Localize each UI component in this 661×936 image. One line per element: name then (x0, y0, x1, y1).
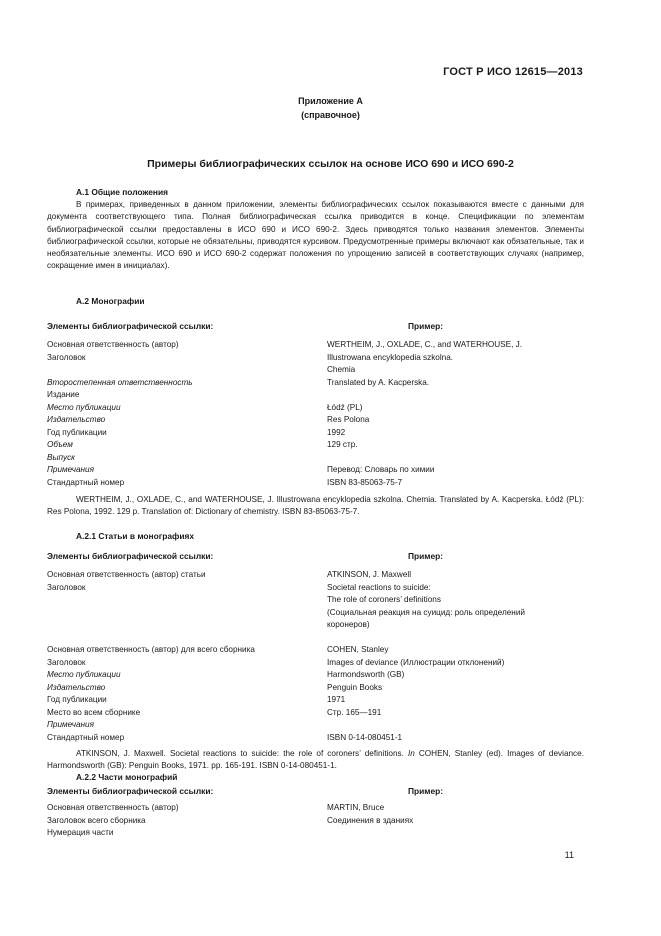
section-a1-heading: А.1 Общие положения (76, 187, 169, 197)
element-example-value: ISBN 0-14-080451-1 (327, 732, 403, 742)
element-row (0, 595, 661, 608)
a22-column-header-elements: Элементы библиографической ссылки: (47, 786, 214, 796)
a21-element-table (0, 570, 661, 745)
element-label: Основная ответственность (автор) статьи (47, 570, 206, 579)
element-row (0, 453, 661, 466)
element-row (0, 583, 661, 596)
element-label: Основная ответственность (автор) для всего сборника (47, 645, 255, 654)
element-label: Основная ответственность (автор) (47, 803, 179, 812)
element-row (0, 340, 661, 353)
element-row (0, 658, 661, 671)
a22-element-table (0, 803, 661, 841)
element-row (0, 670, 661, 683)
element-example-value: Illustrowana encyklopedia szkolna. (327, 352, 454, 362)
a2-full-citation (47, 494, 584, 519)
element-example-value: Chemia (327, 365, 356, 374)
element-label: Место во всем сборнике (47, 707, 141, 717)
element-example-value: COHEN, Stanley (327, 645, 389, 654)
element-label: Заголовок (47, 582, 86, 592)
element-label: Издание (47, 390, 80, 399)
element-example-value: Res Polona (327, 415, 370, 424)
element-label: Место публикации (47, 402, 121, 412)
standard-designation: ГОСТ Р ИСО 12615—2013 (443, 66, 583, 78)
element-row (0, 390, 661, 403)
section-a1-body: В примерах, приведенных в данном приложении, элементы библиографических ссылок показываются вместе с данными для документа соответствующего типа. Полная библиографическая ссылка приводится в конце. Спецификации по элементам библиографической ссылки предоставлены в ИСО 690 и ИСО 690-2. Здесь приводятся только названия элементов. Элементы библиографической ссылки, которые не обязательны, приводятся курсивом. Предусмотренные примеры включают как обязательные, так и необязательные элементы. ИСО 690 и ИСО 690-2 содержат положения по упрощению записей в соответствующих случаях (например, сокращение имен в инициалах). (47, 200, 584, 271)
element-label: Издательство (47, 682, 106, 692)
a21-column-header-example: Пример: (408, 551, 444, 561)
element-row (0, 620, 661, 633)
annex-subtitle: (справочное) (301, 110, 360, 120)
element-row (0, 403, 661, 416)
element-row (0, 440, 661, 453)
element-row (0, 365, 661, 378)
element-label: Нумерация части (47, 828, 114, 837)
element-example-value: Стр. 165—191 (327, 707, 382, 717)
element-row (0, 733, 661, 746)
element-label: Примечания (47, 720, 94, 729)
element-row (0, 608, 661, 621)
a2-column-header-example: Пример: (408, 321, 444, 331)
section-a1-text (47, 199, 584, 273)
element-row (0, 478, 661, 491)
element-row (0, 633, 661, 646)
element-row (0, 816, 661, 829)
element-example-value: Translated by A. Kacperska. (327, 377, 430, 387)
element-example-value: WERTHEIM, J., OXLADE, C., and WATERHOUSE, J. (327, 340, 523, 349)
a21-full-citation (47, 748, 584, 773)
a21-citation-post: COHEN, Stanley (ed). Images of deviance. Harmondsworth (GB): Penguin Books, 1971. pp. 165-191. ISBN 0-14-080451-1. (47, 749, 584, 771)
section-a22-heading: А.2.2 Части монографий (76, 772, 178, 782)
element-example-value: Penguin Books (327, 682, 383, 692)
element-row (0, 645, 661, 658)
a2-column-header-elements: Элементы библиографической ссылки: (47, 321, 214, 331)
element-label: Примечания (47, 465, 94, 474)
element-row (0, 428, 661, 441)
element-label: Год публикации (47, 695, 107, 704)
a21-column-header-elements: Элементы библиографической ссылки: (47, 551, 214, 561)
element-row (0, 828, 661, 841)
element-example-value: ISBN 83-85063-75-7 (327, 477, 403, 487)
element-label: Стандартный номер (47, 477, 125, 487)
a22-column-header-example: Пример: (408, 786, 444, 796)
element-label: Заголовок (47, 657, 86, 667)
element-example-value: Societal reactions to suicide: (327, 582, 431, 592)
element-example-value: Łódź (PL) (327, 402, 363, 412)
element-label: Основная ответственность (автор) (47, 340, 179, 349)
element-row (0, 353, 661, 366)
section-a2-heading: А.2 Монографии (76, 296, 145, 306)
element-example-value: MARTIN, Bruce (327, 803, 385, 812)
element-example-value: 1992 (327, 427, 346, 437)
page-number: 11 (564, 850, 574, 860)
a2-citation-text: WERTHEIM, J., OXLADE, C., and WATERHOUSE, J. Illustrowana encyklopedia szkolna. Chemia. Translated by A. Kacperska. Łódź (PL): Res Polona, 1992. 129 p. Translation of: Dictionary of chemistry. ISBN 83-85063-75-7. (47, 495, 584, 517)
element-row (0, 415, 661, 428)
element-row (0, 708, 661, 721)
a21-citation-in: In (407, 749, 415, 758)
element-example-value: (Социальная реакция на суицид: роль определений (327, 607, 525, 617)
element-label: Второстепенная ответственность (47, 377, 193, 387)
element-row (0, 465, 661, 478)
element-row (0, 683, 661, 696)
element-row (0, 803, 661, 816)
section-a21-heading: А.2.1 Статьи в монографиях (76, 531, 195, 541)
element-label: Заголовок всего сборника (47, 815, 146, 825)
a21-citation-pre: ATKINSON, J. Maxwell. Societal reactions to suicide: the role of coroners’ definitions. (76, 749, 408, 758)
element-example-value: Соединения в зданиях (327, 815, 414, 825)
element-example-value: ATKINSON, J. Maxwell (327, 570, 412, 579)
annex-title: Приложение А (298, 96, 363, 106)
element-row (0, 695, 661, 708)
element-example-value: 1971 (327, 695, 346, 704)
element-label: Стандартный номер (47, 732, 125, 742)
a2-element-table (0, 340, 661, 490)
element-row (0, 378, 661, 391)
element-label: Заголовок (47, 352, 86, 362)
element-row (0, 570, 661, 583)
document-title: Примеры библиографических ссылок на основе ИСО 690 и ИСО 690-2 (147, 158, 514, 170)
element-label: Место публикации (47, 670, 121, 679)
element-label: Год публикации (47, 427, 107, 437)
element-example-value: Images of deviance (Иллюстрации отклонений) (327, 657, 505, 667)
element-example-value: The role of coroners’ definitions (327, 595, 441, 604)
element-example-value: коронеров) (327, 620, 370, 629)
element-example-value: 129 стр. (327, 440, 358, 449)
element-label: Выпуск (47, 452, 76, 462)
element-label: Объем (47, 440, 73, 449)
element-example-value: Harmondsworth (GB) (327, 670, 405, 679)
element-row (0, 720, 661, 733)
element-example-value: Перевод: Словарь по химии (327, 465, 435, 474)
element-label: Издательство (47, 415, 106, 424)
